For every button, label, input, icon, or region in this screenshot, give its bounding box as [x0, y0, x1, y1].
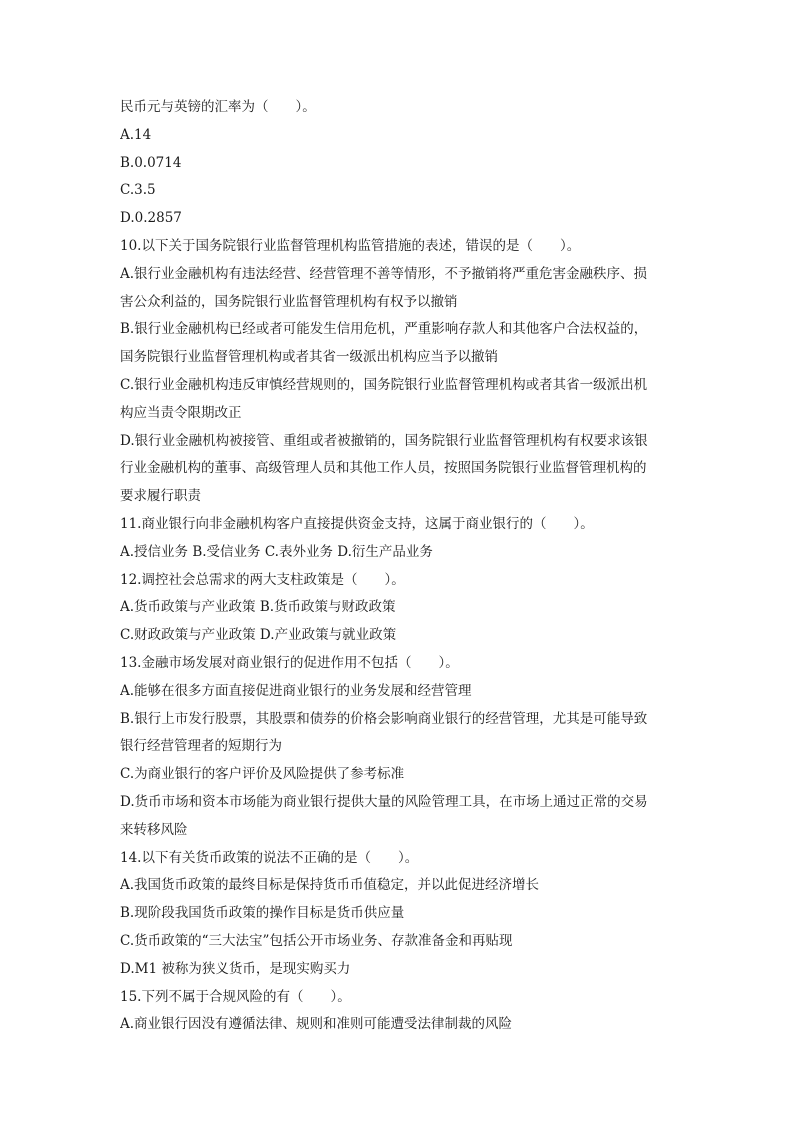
text-line: A.能够在很多方面直接促进商业银行的业务发展和经营管理 — [120, 682, 472, 699]
text-line: A.商业银行因没有遵循法律、规则和准则可能遭受法律制裁的风险 — [120, 1016, 513, 1033]
text-line: 12.调控社会总需求的两大支柱政策是（ ）。 — [120, 571, 405, 588]
text-line: A.授信业务 B.受信业务 C.表外业务 D.衍生产品业务 — [120, 543, 433, 560]
text-line: 13.金融市场发展对商业银行的促进作用不包括（ ）。 — [120, 654, 459, 671]
text-line: 国务院银行业监督管理机构或者其省一级派出机构应当予以撤销 — [120, 349, 498, 366]
text-line: 11.商业银行向非金融机构客户直接提供资金支持，这属于商业银行的（ ）。 — [120, 515, 594, 532]
text-line: B.0.0714 — [120, 154, 182, 171]
text-line: A.货币政策与产业政策 B.货币政策与财政政策 — [120, 599, 396, 616]
text-line: 构应当责令限期改正 — [120, 404, 242, 421]
text-line: C.3.5 — [120, 182, 156, 199]
text-line: B.现阶段我国货币政策的操作目标是货币供应量 — [120, 905, 405, 922]
text-line: B.银行上市发行股票，其股票和债券的价格会影响商业银行的经营管理，尤其是可能导致 — [120, 710, 648, 727]
text-line: D.银行业金融机构被接管、重组或者被撤销的，国务院银行业监督管理机构有权要求该银 — [120, 432, 648, 449]
text-line: B.银行业金融机构已经或者可能发生信用危机，严重影响存款人和其他客户合法权益的， — [120, 321, 648, 338]
document-page — [120, 94, 680, 1039]
text-line: 行业金融机构的董事、高级管理人员和其他工作人员，按照国务院银行业监督管理机构的 — [120, 460, 647, 477]
text-line: C.货币政策的“三大法宝”包括公开市场业务、存款准备金和再贴现 — [120, 932, 513, 949]
text-line: 15.下列不属于合规风险的有（ ）。 — [120, 988, 351, 1005]
text-line: D.M1 被称为狭义货币，是现实购买力 — [120, 960, 351, 977]
text-line: A.银行业金融机构有违法经营、经营管理不善等情形，不予撤销将严重危害金融秩序、损 — [120, 265, 648, 282]
text-line: C.为商业银行的客户评价及风险提供了参考标准 — [120, 766, 405, 783]
text-line: C.银行业金融机构违反审慎经营规则的，国务院银行业监督管理机构或者其省一级派出机 — [120, 376, 648, 393]
text-line: 民币元与英镑的汇率为（ ）。 — [120, 99, 316, 115]
text-line: 来转移风险 — [120, 821, 188, 838]
text-line: 银行经营管理者的短期行为 — [120, 738, 282, 755]
text-line: 害公众利益的，国务院银行业监督管理机构有权予以撤销 — [120, 293, 458, 310]
text-line: D.0.2857 — [120, 210, 182, 227]
text-line: 10.以下关于国务院银行业监督管理机构监管措施的表述，错误的是（ ）。 — [120, 237, 581, 254]
text-line: A.我国货币政策的最终目标是保持货币币值稳定，并以此促进经济增长 — [120, 877, 540, 894]
text-line: 要求履行职责 — [120, 488, 201, 505]
text-line: D.货币市场和资本市场能为商业银行提供大量的风险管理工具，在市场上通过正常的交易 — [120, 793, 648, 810]
text-line: 14.以下有关货币政策的说法不正确的是（ ）。 — [120, 849, 419, 866]
text-line: A.14 — [120, 126, 152, 143]
text-line: C.财政政策与产业政策 D.产业政策与就业政策 — [120, 627, 397, 644]
